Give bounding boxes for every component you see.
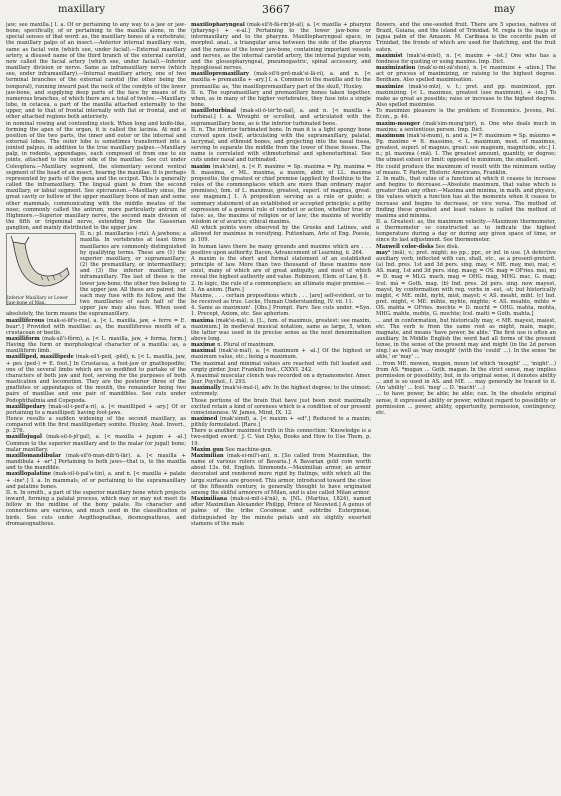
entry-text: (mak-si-mil-i-ä'nä), n. [NL. (Martius, 1824), named after Maximilian Alexander Philipp, Prince of Neuwied.] A genus of palms of the tribe Cocoineæ and subtribe Euterpineæ, distinguished by the minute petals and six slightly exserted stamens of the male [191,496,371,527]
entry-text: To maximize pleasure is the problem of Economics. Jevons, Pol. Econ., p. 44. [376,108,556,121]
entry-text: (mak-sil-i-ped'a-ri), a. [< maxilliped + -ary.] Of or pertaining to a maxilliped; having foot-jaws. [6,403,186,416]
entry-text: All which points were observed by the Greeks and Latines, and allowed for maximes in versifying. Puttenham, Arte of Eng. Poesie, p. 109. [191,225,371,244]
dictionary-entry [191,256,371,281]
dictionary-entry [191,293,371,305]
entry-text: A maxim is the short and formal statement of an established principle of law. More than two thousand of these maxims now exist, many of which are of great antiquity, and most of which reveal the highest authority and value. Robinson, Elem. of Law, § 8. [191,255,371,281]
dictionary-entry [6,231,186,317]
dictionary-entry [191,348,371,360]
dictionary-entry [191,164,371,226]
dictionary-entry [191,71,371,89]
entry-text: II. n. The inferior turbinated bone. In man it is a light spongy bone curved upon itself, articulating with the supramaxillary, palatal, lacrymal, and ethmoid bones, and projecting into the nasal fossa, serving to separate the middle from the lower of these fosses. The name is correlated with ethmoturbinal and sphenoturbinal. See cuts under nasal and turbinated. [191,126,371,164]
jawbone-drawing [7,234,75,294]
headword: maxillipedary [6,403,46,410]
dictionary-entry [376,176,556,219]
entry-text: (mak'si-mal-i), adv. In the highest degree; to the utmost; extremely. [191,385,371,398]
entry-text: 2. In logic, the rule of a commonplace; an ultimate major premise.—3. An axiom. [Rare.] [191,280,371,293]
dictionary-entry [191,398,371,416]
dictionary-entry [191,244,371,256]
dictionary-entry [6,471,186,489]
dictionary-entry [376,22,556,53]
dictionary-entry [376,121,556,133]
dictionary-entry [6,404,186,416]
figure-caption: Inferior Maxillary or Lower Jaw-bone of Man. [7,296,68,307]
dictionary-entry [191,281,371,293]
dictionary-entry [6,490,186,527]
page-header [0,0,561,22]
entry-text: There is another maximed truth in this connection: 'Knowledge is a two-edged sword.' J. C. Van Dyke, Books and How to Use Them, p. 19. [191,428,371,447]
dictionary-entry [376,164,556,176]
headword: maximally [191,385,221,392]
dictionary-entry [376,361,556,392]
entry-text: (mak'si-mum), n. and a. [= F. maximum = Sp. máximo = Pg. maximo = It. massimo, < L. maximum, neut. of maximus, greatest, superl. of magnus, great: see magnum, magnitude, etc.] I. n.; pl. maxima (-mä). 1. The greatest amount, quantity, or degree; the utmost extent or limit: opposed to minimum, the smallest. [376,132,556,164]
entry-text: (mak'sim-mung'gėr), n. One who deals much in maxims; a sententious person. Imp. Dict. [376,120,556,133]
entry-text: (mak-sil'i-ped, -pēd), n. [< L. maxilla, jaw, + pes (ped-) = E. foot.] In Crustacea, a foot-jaw or gnathopodite; one of the several limbs which are so modified to partake of the characters of both jaw and foot, serving for the purposes of both mastication and locomotion. They are the posterior three of the gnathites or appendages of the mouth, the remainder being two pairs of maxillae and one pair of mandibles. See cuts under Podophthalmia and Copepoda. [6,354,186,404]
headword: maximist [376,52,403,59]
jawbone-illustration [6,233,76,305]
entry-text: n. Plural of maximum. [217,342,276,349]
entry-text: flowers, and the one-seeded fruit. There are 5 species, natives of Brazil, Guiana, and the island of Trinidad. M. regia is the inaja or jagua palm of the Amazon. M. Caribaea is the cocorite palm of Trinidad, the fronds of which are used for thatching, and the fruit eaten. [376,22,556,53]
headword: maxillopremaxillary [191,71,249,78]
headword: maxilliped, maxillipede [6,354,74,361]
entry-text: Those portions of the brain that have just been most maximally excited retain a kind of soreness which is a condition of our present consciousness. W. James, Mind, IX. 12. [191,397,371,416]
headword: maximum [376,132,405,139]
headword: maxilliform [6,335,40,342]
headword: maxilloturbinal [191,108,236,115]
dictionary-entry [191,318,371,343]
headword: maximæ [191,342,216,349]
dictionary-entry [191,127,371,164]
dictionary-entry [191,90,371,108]
headword: maxillopharyngeal [191,22,245,28]
entry-text: II. a. Greatest: as, the maximum velocity.—Maximum thermometer, a thermometer so constructed as to indicate the highest temperature during a day or during any given space of time, or since its last adjustment. See thermometer. [376,219,556,244]
left-guide-word: maxillary [58,4,106,15]
column-1 [6,22,186,792]
dictionary-entry [191,305,371,317]
entry-text: The maximal and minimal values are reached with full loaded and empty girder. Jour. Franklin Inst., CXXVI. 242. [191,360,371,373]
entry-text: (mak'si-mä), n. [L., fem. of maximus, greatest: see maxim, maximum.] In medieval musical notation, same as large, 5, when the latter was used in its precise sense as the next denomination above long. [191,317,371,342]
dictionary-entry [191,428,371,446]
entry-text: (mak'si-mist), n. [< maxim + -ist.] One who has a fondness for quoting or using maxims. Imp. Dict. [376,52,556,65]
dictionary-entry [376,65,556,83]
page-number: 3667 [262,3,290,16]
entry-text: (mak-si-mil'i-an), n. [So called from Maximilian, the name of various rulers of Bavaria.] A Bavarian gold coin worth about 13s. 6d. English. Simmonds.—Maximilian armor, an armor decorated and rendered more rigid by flutings, with which all the large surfaces are grooved. This armor, introduced toward the close of the fifteenth century, is generally thought to have originated among the skilful armorers of Milan, and is also called Milan armor. [191,452,371,496]
entry-text: (mak'si-mi-zā'shon), n. [< maximize + -ation.] The act or process of maximizing, or raising to the highest degree. Bentham. Also spelled maximisation. [376,65,556,84]
entry-text: (mak'si-mal), a. [< maximum + -al.] Of the highest or maximum value, etc.; being a maximum. [191,348,371,361]
entry-text: (mak-sil-ō-jö'gal), a. [< maxilla + jugum + -al.] Common to the superior maxillary and to the malar (or jugal) bone; malar maxillary. [6,434,186,453]
headword: Maximilian [191,452,224,459]
dictionary-entry [191,225,371,243]
entry-text: Maxims, . . . certain propositions which . . . [are] self-evident, or to be received as true. Locke, Human Understanding, IV. vii. 11. [191,292,371,306]
headword: may¹ [376,249,391,256]
dictionary-entry [191,496,371,527]
headword: maximed [191,416,218,422]
entry-text: (mak-si-lif'e-rus), a. [< L. maxilla, jaw, + ferre = E. bear¹.] Provided with maxillae: as, the maxilliferous mouth of a crustacean or beetle. [6,317,186,336]
entry-text: (mak-sil-ō-pal'a-tin), a. and n. [< maxilla + palate + -ine¹.] I. a. In mammals, of or pertaining to the supramaxillary and palatine bones. [6,471,186,490]
entry-text: in nominal rowing and contending stock. When long and knife-like, forming the apex of the organ, it is called the lacinia. At mid a position of the two parts, the inner and outer or the internal and external lobes. The outer lobe is sometimes transformed into a jointed palpus, in addition to the true maxillary palpus.—Maxillary palp, in rodents, appendages, each composed of from one to six joints, attached to the outer side of the maxillae. See cut under Coleoptera.—Maxillary segment, the elementary second ventral segment of the head of an insect, bearing the maxillae. It is perhaps represented by parts of the gena and the occiput. This is generally called the inframaxillary. The lingual giant is from the second maxillary, or labial segment. See epicranium.—Maxillary sinus, the great cavity or hollow of the upper maxillary bone of man and some other mammals, communicating with the middle meatus of the nose; commonly called the antrum, more particularly antrum of Highmore.—Superior maxillary nerve, the second main division of the fifth or trigeminal nerve, extending from the Gasserian ganglion, and mainly distributed to the upper jaw. [6,120,186,232]
headword: maxilliferous [6,317,45,324]
headword: maxima [191,317,214,324]
dictionary-entry [376,219,556,244]
dictionary-entry [191,373,371,385]
column-2 [191,22,371,792]
dictionary-entry [376,108,556,120]
entry-text: (mak'simd), a. [< maxim + -ed².] Reduced to a maxim; pithily formulated. [Rare.] [191,416,371,429]
headword: Maxim gun [191,446,224,453]
entry-text: 4. Same as maximum¹. [Obs.] Prompt. Parv. See cuts under. =Syn. 1. Precept, Axiom, etc. See aphorism. [191,305,371,318]
dictionary-entry [6,22,186,121]
dictionary-entry [376,53,556,65]
dictionary-entry [6,354,186,403]
entry-text: (mak'sim), n. [< F. maxime = Sp. maxima = Pg. maxima = It. massima, < ML. maxima, a maxim, abbr. of LL. maxima propositio, the greatest or chief premise (applied by Boethius to the rules of the commonplaces which are more than ordinary major premises), fem. of L. maximus, greatest, superl. of magnus, great: see magnum.] 1. A proposition serving as a rule or guide; a summary statement of an established or accepted principle; a pithy expression of a general rule of conduct or action, whether true or false: as, the maxims of religion or of law; the maxims of worldly wisdom or of avarice; ethical maxims. [191,163,371,225]
entry-text: (mak-sil'ō-fā-rin'jē-al), a. [< maxilla + pharynx (pharyng-) + -e-al.] Pertaining to the lower jaw-bone or intermaxillary and to the pharynx. Maxillopharyngeal space, in morphol. anat., a triangular area between the side of the pharynx and the ramus of the lower jaw-bone, containing important vessels and nerves, as the internal carotid artery, the internal jugular vein, and the glossopharyngeal, pneumogastric, spinal accessory, and hypoglossal nerves. [191,22,371,72]
dictionary-entry [376,250,556,318]
entry-text: See disk. [435,243,460,250]
headword: Maxwell color-disks [376,243,434,250]
headword: maximization [376,65,416,72]
entry-text: (mak'si-mīz), v. t.; pret. and pp. maximized, ppr. maximizing. [< L. maximus, greatest (see maximum), + -ize.] To make as great as possible; raise or increase to the highest degree. Also spelled maximise. [376,83,556,109]
dictionary-entry [191,385,371,397]
entry-text: ... to have power, be able; be able; can. In the obsolete original sense, it expressed ability or power, without regard to possibility or permission ... power, ability, opportunity, permission, contingency, etc. [376,391,556,416]
headword: maxillojugal [6,434,42,441]
dictionary-entry [191,361,371,373]
dictionary-entry [6,121,186,232]
dictionary-entry [191,453,371,496]
entry-text: (mak-sil-ō-tėr'bi-nal), a. and n. [< maxilla + turbinal.] I. a. Wrought or scrolled, and articulated with the supramaxillary bone, as is the inferior turbinated bone. [191,108,371,127]
dictionary-entry [191,108,371,126]
entry-text: A maximal muscular clench was recorded on a dynamometer. Amer. Jour. Psychol., I. 293. [191,372,371,386]
headword: Maximiliana [191,496,228,503]
dictionary-entry [376,318,556,361]
entry-text: ... from ME. mowen, mugen, moun (of which 'mought' ..., 'might'...) from AS. *mugan ... Goth. magan. In the strict sense, may implies permission or possibility; but, in its original sense, it denotes ability ... and is so used in AS. and ME. ... may generally be traced to it. (An 'ability' ... Icel. 'meg' ... D. 'macht' ...) [376,360,556,392]
dictionary-entry [6,336,186,354]
dictionary-entry [376,84,556,109]
entry-text: jaw; see maxilla.] I. a. Of or pertaining to any way to a jaw or jaw-bone; specifically, of or pertaining to the maxilla alone, in the special senses of that word: as, the maxillary bones of a vertebrate; the maxillary palps of an insect.—Anterior internal maxillary vein, same as facial vein (which see, under facial).—External maxillary artery, a disused name of the third branch of the external carotid, now called the facial artery (which see, under facial).—Inferior maxillary division or nerve. Same as inframaxillary nerve (which see, under inframaxillary).—Internal maxillary artery, one of two terminal branches of the external carotid (the other being the temporal), running inward past the neck of the condyle of the lower jaw-bone, and supplying deep parts of the face by means of its numerous branches, of which there are a total of twelve.—Maxillary lobe, in cetacea, a part of the maxilla attached externally to the upper, and to that of frontal internally with flat or frontal, and of other attached regions both anteriorly. [6,22,186,121]
entry-text: Hence results a sudden widening of the second maxillary, as compared with the first maxillipedary somite. Huxley, Anat. Invert., p. 276. [6,416,186,435]
entry-text: (mak-sil'ō-man-dib'ū-lär), a. [< maxilla + mandibula + -ar³.] Pertaining to both jaws—that is, to the maxilla and to the mandible. [6,452,186,472]
headword: maxillomandibular [6,452,61,459]
entry-text: He could produce the maximum of result with the minimum outlay of means. T. Parker, Historic Americans, Franklin. [376,163,556,176]
headword: maximal [191,348,216,355]
entry-text: (mak-sil'ō-prē-mak'si-lā-ri), a. and n. [< maxilla + premaxilla + -ary.] I. a. Common to the maxilla and to the premaxilla: as, 'the maxillopremaxillary part of the skull,' Huxley. [191,71,371,90]
entry-text: In human laws there be many grounds and maxims which are . . . positive upon authority. Bacon, Advancement of Learning, ii. 264. [191,243,371,256]
entry-text: II. n.; pl. maxillaries (-riz). A jawbone; a maxilla. In vertebrates at least three maxillaries are commonly distinguished by qualifying terms. These are (1) the superior maxillary, or supramaxillary; (2) the premaxillary, or intermaxillary; and (3) the inferior maxillary, or inframaxillary. The last of these is the lower jaw-bone; the other two belong to the upper jaw. All these are paired; but each may fuse with its fellow, and the two maxillaries of each half of the upper jaw may also fuse. When used absolutely, the term means the supramaxillary. [6,231,186,318]
dictionary-entry [6,434,186,452]
entry-text: (mā), v.; pret. might; no pp.; ppr., or inf. in use. [A defective auxiliary verb, inflected with can, shall, etc., as a present-preterit. (a) Ind. pres. 1st and 3d pers. sing. may, < ME. may, mei, mai; < AS. mæg, 1st and 3d pers. sing. maeg; = OS. mag = OFries. mei, mi = D. mag = MLG. mach, mag = OHG. mag, MHG. mac, G. mag; Icel. má = Goth. mag. (b) Ind. pres. 2d pers. sing. now mayest, mayst, by conformation with reg. verbs in -est, -st; but historically might, < ME. miht, myht, mist, mayst; < AS. meaht, miht. (c) Ind. pret. might, < ME. mihte, myhte, mighte; < AS. meahte, mihte = OS. mahta = OFries. mochte = D. mocht = OHG. mahta, mohta, MHG. mahte, mohte, G. mochte; Icel. matti = Goth. mahta.] [376,249,556,318]
headword: maximize [376,83,404,90]
entry-text: ... and in conformation, but historically may, < ME. mayest, maiest, etc. The verb is from the same root as might, main, magic, magnate, and means 'have power, be able.' The first use is often an auxiliary. In Middle English the word had all forms of the present tense, in the sense of the present may and might (in the 2d person sing.) as well as 'may mought' (with the 'could' ...). In the sense 'be able,' or 'may' ... [376,317,556,361]
headword: maxim-monger [376,120,420,127]
dictionary-entry [6,416,186,434]
dictionary-entry [376,391,556,416]
dictionary-entry [6,318,186,336]
dictionary-entry [376,133,556,164]
entry-text: (mak-sil'i-fôrm), a. [< L. maxilla, jaw, + forma, form.] Having the form or morphological character of a maxilla: as, a maxilliform limb. [6,335,186,355]
headword: maxim [191,163,211,170]
entry-text: II. n. The supramaxillary and premaxillary bones taken together, when, as in many of the higher vertebrates, they fuse into a single bone. [191,89,371,109]
entry-text: II. n. In ornith., a part of the superior maxillary bone which projects inward, forming a palatal process, which may or may not meet its fellow in the midline of the bony palate. Its character and connections are various, and much used in the classification of birds. See cuts under Aegithognathae, desmognathous, and dromaeognathous. [6,489,186,527]
entry-text: See machine-gun. [225,446,273,453]
entry-text: 2. In math., that value of a function at which it ceases to increase and begins to decrease.—Absolute maximum, that value which is greater than any other.—Maxima and minima, in math. and physics, the values which a function has at the moments when it ceases to increase and begins to decrease, or vice versa. The method of finding these greatest and least values is called the method of maxima and minima. [376,175,556,219]
headword: maxillopalatine [6,471,52,478]
right-guide-word: may [494,4,516,15]
column-3 [376,22,556,792]
dictionary-entry [6,453,186,471]
dictionary-entry [191,416,371,428]
dictionary-entry [191,22,371,71]
